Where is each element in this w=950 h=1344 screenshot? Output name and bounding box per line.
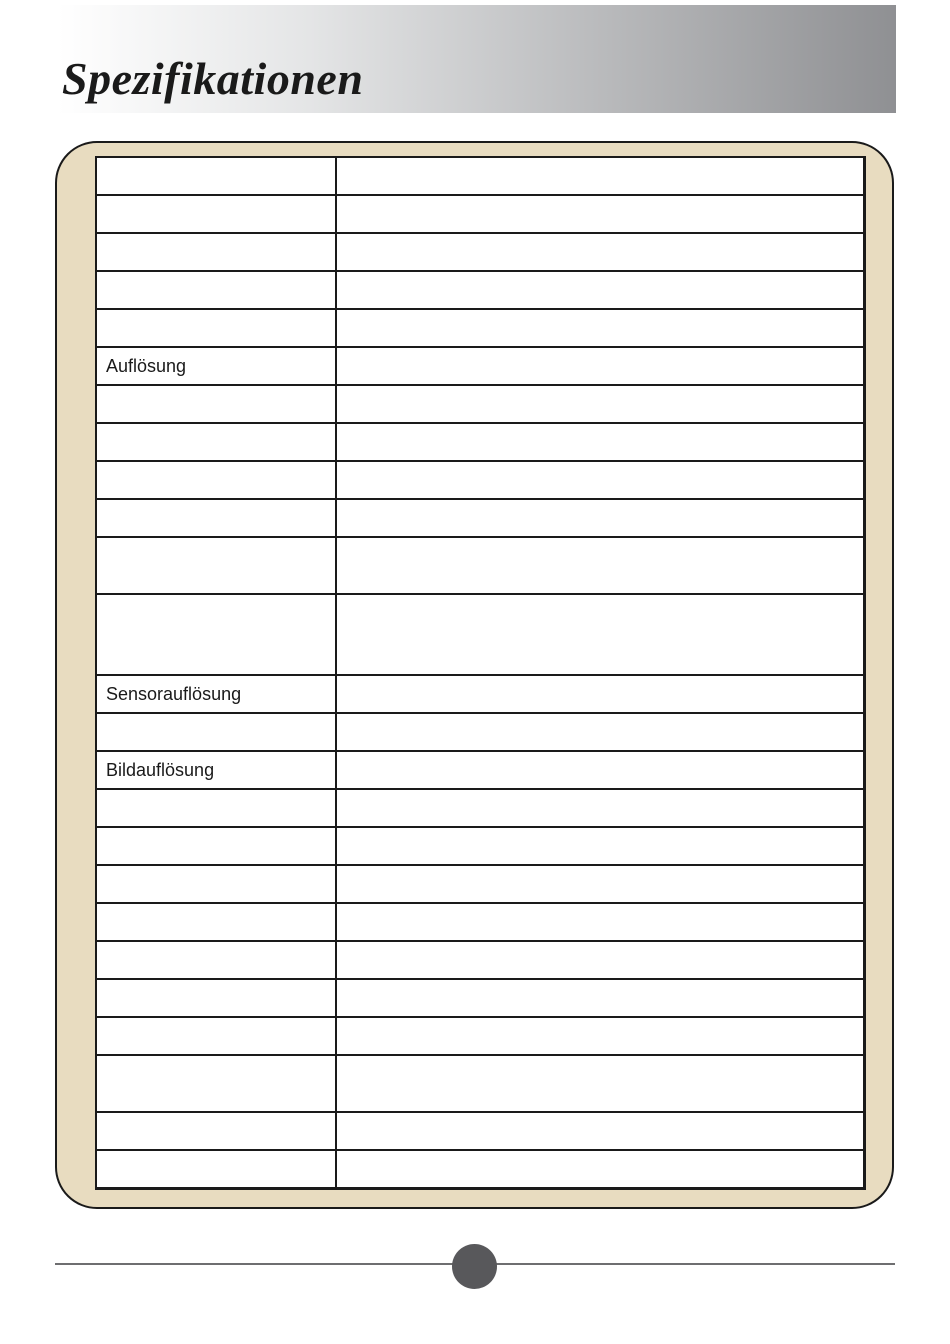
table-row (96, 903, 865, 941)
spec-value-cell (336, 195, 865, 233)
spec-value-cell (336, 157, 865, 195)
table-row (96, 423, 865, 461)
table-row (96, 1112, 865, 1150)
spec-value-cell (336, 309, 865, 347)
spec-label-cell (96, 309, 336, 347)
table-row (96, 594, 865, 675)
table-row (96, 537, 865, 594)
spec-value-cell (336, 499, 865, 537)
spec-value-cell (336, 537, 865, 594)
spec-value-cell (336, 979, 865, 1017)
page-number-dot (452, 1244, 497, 1289)
spec-label-cell (96, 941, 336, 979)
table-row (96, 789, 865, 827)
spec-label-cell (96, 499, 336, 537)
table-row (96, 309, 865, 347)
spec-label-cell (96, 157, 336, 195)
spec-label-cell (96, 233, 336, 271)
spec-value-cell (336, 1112, 865, 1150)
spec-value-cell (336, 594, 865, 675)
spec-value-cell (336, 865, 865, 903)
spec-label-cell (96, 271, 336, 309)
table-row (96, 461, 865, 499)
spec-label-cell: Sensorauflösung (96, 675, 336, 713)
spec-label-cell: Auflösung (96, 347, 336, 385)
spec-value-cell (336, 271, 865, 309)
spec-value-cell (336, 461, 865, 499)
spec-label-cell: Bildauflösung (96, 751, 336, 789)
table-row (96, 233, 865, 271)
spec-value-cell (336, 1017, 865, 1055)
spec-value-cell (336, 903, 865, 941)
table-row (96, 1150, 865, 1188)
table-row (96, 499, 865, 537)
spec-label-cell (96, 827, 336, 865)
spec-label-cell (96, 594, 336, 675)
spec-table-body (96, 157, 865, 1188)
spec-value-cell (336, 789, 865, 827)
table-row (96, 195, 865, 233)
spec-label-cell (96, 903, 336, 941)
spec-value-cell (336, 423, 865, 461)
table-row (96, 347, 865, 385)
table-row (96, 979, 865, 1017)
spec-value-cell (336, 1150, 865, 1188)
spec-value-cell (336, 827, 865, 865)
spec-value-cell (336, 1055, 865, 1112)
spec-value-cell (336, 941, 865, 979)
spec-label-cell (96, 1112, 336, 1150)
table-row (96, 941, 865, 979)
spec-value-cell (336, 751, 865, 789)
table-row (96, 1055, 865, 1112)
table-row (96, 157, 865, 195)
spec-label-cell (96, 461, 336, 499)
page-title: Spezifikationen (62, 53, 364, 104)
table-row (96, 1017, 865, 1055)
spec-value-cell (336, 675, 865, 713)
table-row (96, 271, 865, 309)
spec-value-cell (336, 385, 865, 423)
spec-value-cell (336, 713, 865, 751)
spec-label-cell (96, 1055, 336, 1112)
spec-label-cell (96, 423, 336, 461)
spec-value-cell (336, 233, 865, 271)
spec-label-cell (96, 1017, 336, 1055)
spec-label-cell (96, 385, 336, 423)
spec-table (95, 156, 866, 1190)
spec-label-cell (96, 979, 336, 1017)
table-row (96, 827, 865, 865)
table-row (96, 385, 865, 423)
spec-label-cell (96, 195, 336, 233)
table-row (96, 751, 865, 789)
table-row (96, 713, 865, 751)
table-row (96, 675, 865, 713)
spec-label-cell (96, 865, 336, 903)
spec-label-cell (96, 789, 336, 827)
spec-label-cell (96, 537, 336, 594)
table-row (96, 865, 865, 903)
spec-value-cell (336, 347, 865, 385)
spec-label-cell (96, 1150, 336, 1188)
spec-label-cell (96, 713, 336, 751)
